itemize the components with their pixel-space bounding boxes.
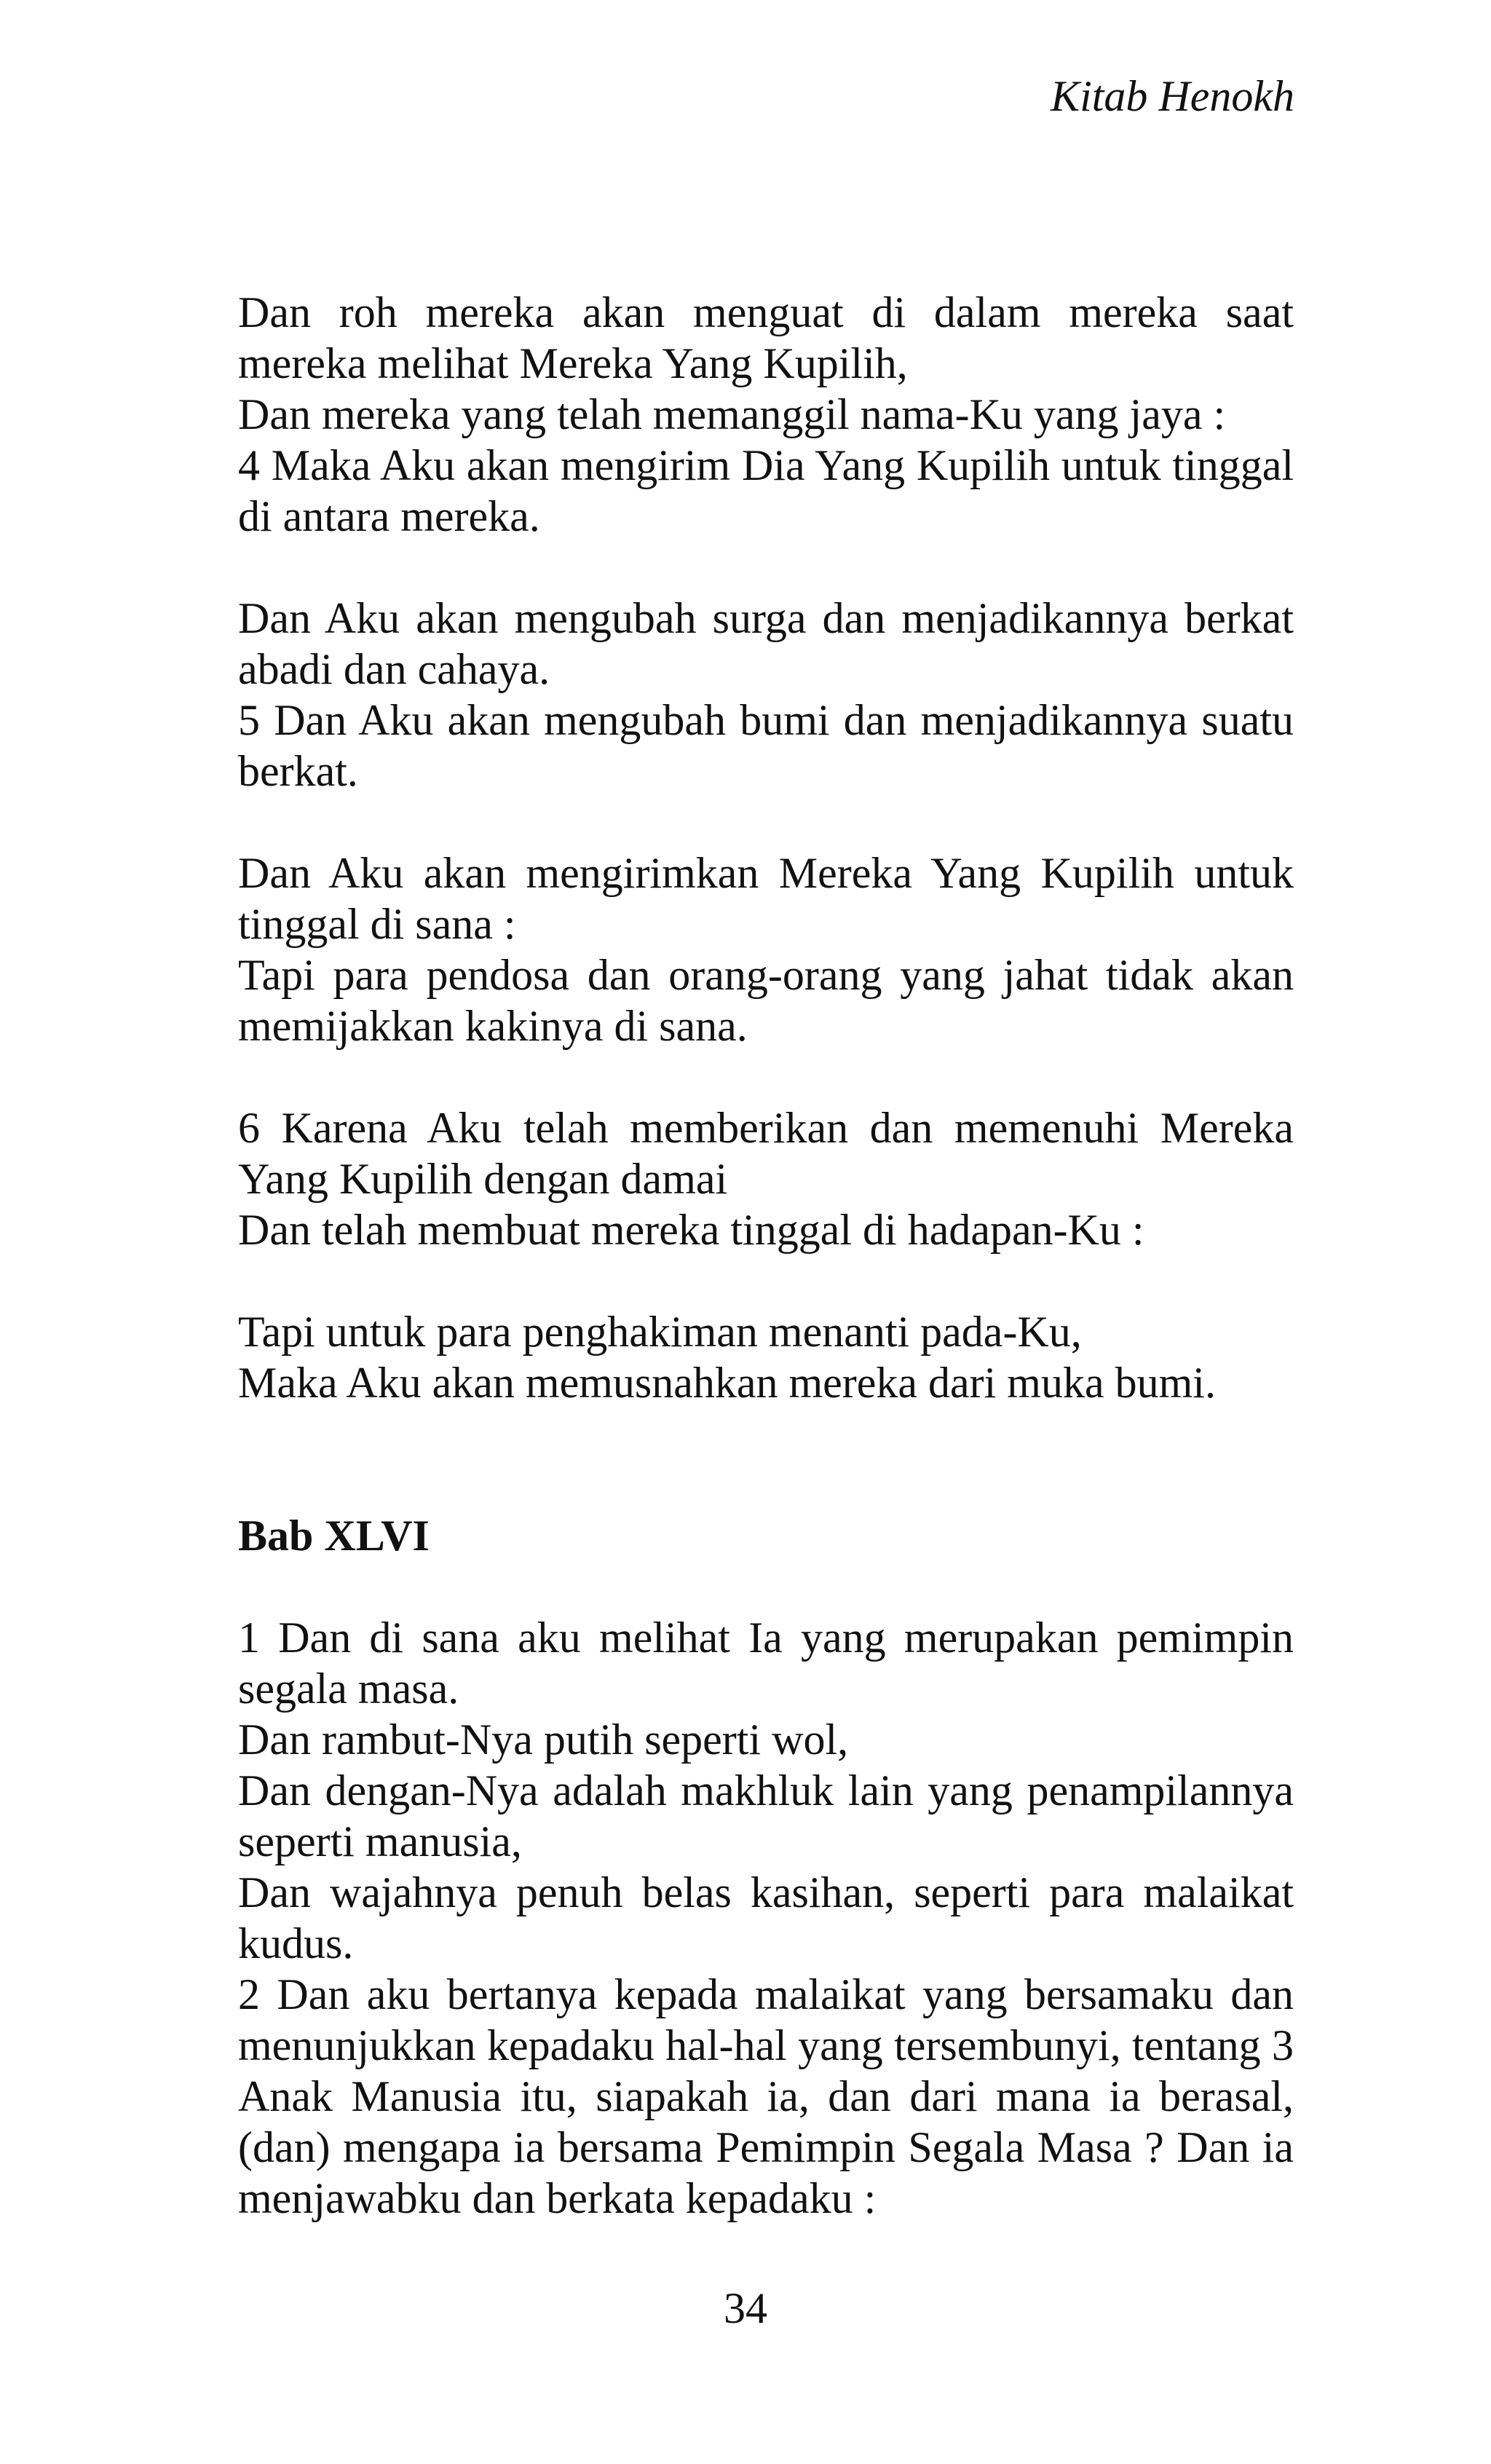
- text-line: Dan rambut-Nya putih seperti wol,: [238, 1715, 849, 1764]
- running-header: Kitab Henokh: [1051, 72, 1294, 120]
- text-line: Dan Aku akan mengubah surga dan menjadikannya berkat abadi dan cahaya.: [238, 594, 1294, 693]
- text-line: 4 Maka Aku akan mengirim Dia Yang Kupilih untuk tinggal di antara mereka.: [238, 441, 1294, 540]
- paragraph: [238, 1612, 1294, 2224]
- text-line: Dan telah membuat mereka tinggal di hadapan-Ku :: [238, 1206, 1144, 1254]
- text-line: 5 Dan Aku akan mengubah bumi dan menjadikannya suatu berkat.: [238, 696, 1294, 795]
- text-line: 6 Karena Aku telah memberikan dan memenuhi Mereka Yang Kupilih dengan damai: [238, 1104, 1294, 1203]
- page-content: [238, 287, 1294, 2275]
- paragraph: [238, 1306, 1294, 1408]
- text-line: Tapi para pendosa dan orang-orang yang jahat tidak akan memijakkan kakinya di sana.: [238, 951, 1294, 1050]
- paragraph: [238, 848, 1294, 1051]
- text-line: Dan Aku akan mengirimkan Mereka Yang Kupilih untuk tinggal di sana :: [238, 849, 1294, 948]
- paragraph: [238, 287, 1294, 542]
- text-line: Dan dengan-Nya adalah makhluk lain yang penampilannya seperti manusia,: [238, 1766, 1294, 1865]
- page-number: 34: [724, 2284, 767, 2332]
- text-line: 1 Dan di sana aku melihat Ia yang merupakan pemimpin segala masa.: [238, 1614, 1294, 1713]
- text-line: Dan wajahnya penuh belas kasihan, seperti para malaikat kudus.: [238, 1868, 1294, 1967]
- paragraph: [238, 593, 1294, 797]
- text-line: Dan mereka yang telah memanggil nama-Ku yang jaya :: [238, 390, 1226, 438]
- paragraph: [238, 1102, 1294, 1255]
- text-line: Tapi untuk para penghakiman menanti pada-Ku,: [238, 1308, 1082, 1356]
- chapter-heading: Bab XLVI: [238, 1512, 430, 1560]
- text-line: 2 Dan aku bertanya kepada malaikat yang bersamaku dan menunjukkan kepadaku hal-hal yang tersembunyi, tentang 3 Anak Manusia itu, siapakah ia, dan dari mana ia berasal, (dan) mengapa ia bersama Pemimpin Segala Masa ? Dan ia menjawabku dan berkata kepadaku :: [238, 1970, 1294, 2222]
- text-line: Dan roh mereka akan menguat di dalam mereka saat mereka melihat Mereka Yang Kupilih,: [238, 288, 1294, 387]
- text-line: Maka Aku akan memusnahkan mereka dari muka bumi.: [238, 1359, 1216, 1407]
